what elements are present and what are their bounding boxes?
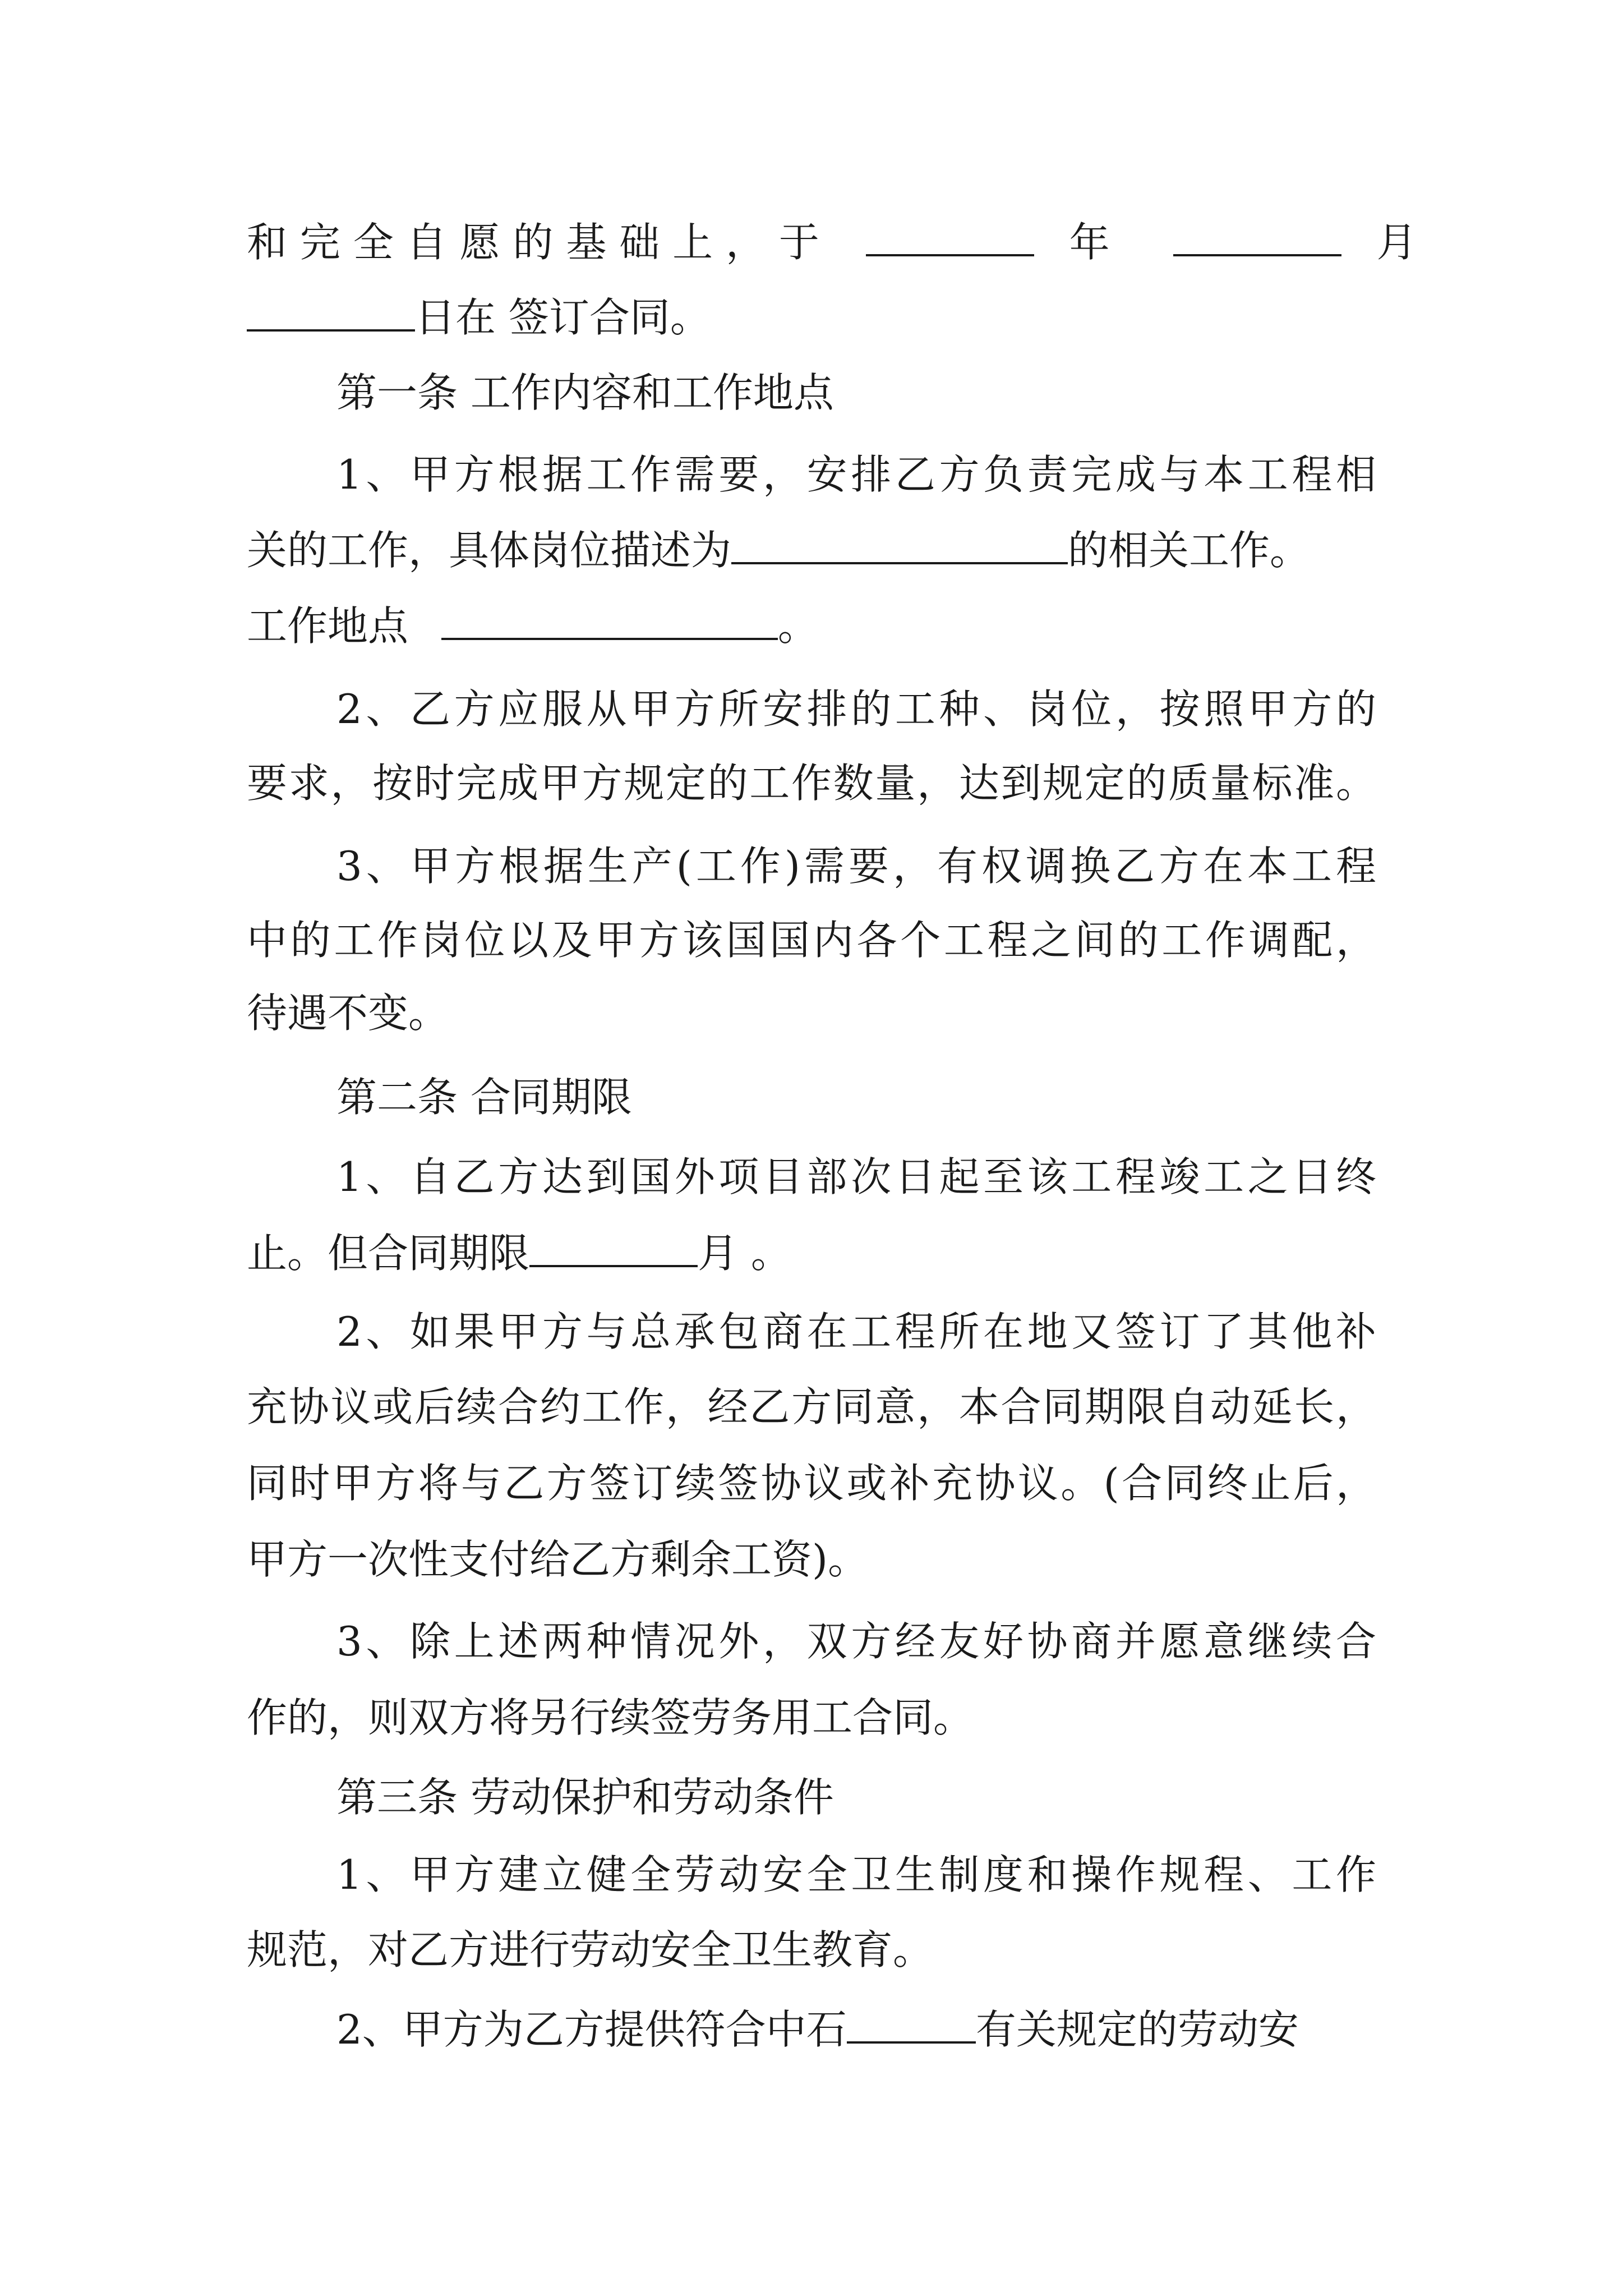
text-fragment: 月 。 — [698, 1230, 791, 1277]
text-fragment: 待遇不变。 — [247, 990, 449, 1037]
text-line — [336, 1843, 1376, 1906]
text-line — [336, 1300, 1376, 1363]
text-fragment: 2、乙方应服从甲方所安排的工种、岗位，按照甲方的 — [336, 685, 1376, 733]
text-fragment: 关的工作，具体岗位描述为 — [247, 527, 732, 574]
text-line — [336, 443, 1376, 506]
text-fragment: 作的，则双方将另行续签劳务用工合同。 — [247, 1694, 974, 1741]
text-line — [247, 909, 1376, 972]
text-fragment: 甲方一次性支付给乙方剩余工资)。 — [247, 1536, 869, 1583]
contract-months-blank — [529, 1229, 698, 1267]
heading-text: 第一条 工作内容和工作地点 — [336, 369, 834, 416]
text-fragment: 同时甲方将与乙方签订续签协议或补充协议。(合同终止后， — [247, 1460, 1376, 1507]
text-fragment: 充协议或后续合约工作，经乙方同意，本合同期限自动延长， — [247, 1383, 1376, 1430]
workplace-blank — [441, 602, 778, 640]
text-line — [336, 678, 1376, 740]
text-fragment: 的相关工作。 — [1068, 527, 1311, 574]
text-fragment: 止。但合同期限 — [247, 1230, 530, 1277]
text-fragment: 。 — [777, 602, 818, 650]
text-fragment: 和 完 全 自 愿 的 基 础 上 ， 于 — [247, 219, 819, 266]
text-line — [247, 286, 1376, 349]
text-fragment: 有关规定的劳动安 — [975, 2006, 1299, 2053]
section-heading — [336, 1066, 1376, 1129]
text-line — [247, 1528, 1376, 1591]
text-fragment: 年 — [1069, 219, 1110, 266]
text-fragment: 1、甲方根据工作需要，安排乙方负责完成与本工程相 — [336, 451, 1376, 498]
text-fragment: 2、甲方为乙方提供符合中石 — [336, 2006, 847, 2053]
text-line — [247, 1222, 1376, 1285]
position-blank — [731, 526, 1068, 564]
text-line — [247, 982, 1376, 1045]
text-fragment: 要求，按时完成甲方规定的工作数量，达到规定的质量标准。 — [247, 760, 1376, 807]
text-fragment: 1、自乙方达到国外项目部次日起至该工程竣工之日终 — [336, 1153, 1376, 1200]
text-line — [336, 1610, 1376, 1673]
text-line — [247, 595, 1376, 657]
text-fragment: 中的工作岗位以及甲方该国国内各个工程之间的工作调配， — [247, 917, 1376, 964]
year-blank — [866, 218, 1034, 256]
text-line — [247, 1452, 1376, 1515]
heading-text: 第三条 劳动保护和劳动条件 — [336, 1774, 834, 1821]
text-line — [336, 835, 1376, 898]
text-fragment: 3、甲方根据生产(工作)需要，有权调换乙方在本工程 — [336, 843, 1376, 890]
text-line — [247, 1375, 1376, 1438]
text-line — [247, 752, 1376, 815]
text-line — [336, 1145, 1376, 1208]
month-blank — [1173, 218, 1341, 256]
text-fragment: 1、甲方建立健全劳动安全卫生制度和操作规程、工作 — [336, 1851, 1376, 1898]
heading-text: 第二条 合同期限 — [336, 1074, 632, 1121]
text-line — [247, 1918, 1376, 1981]
standard-blank — [847, 2005, 976, 2044]
section-heading — [336, 1766, 1376, 1829]
text-fragment: 规范，对乙方进行劳动安全卫生教育。 — [247, 1926, 934, 1973]
text-line — [247, 1686, 1376, 1749]
text-fragment: 3、除上述两种情况外，双方经友好协商并愿意继续合 — [336, 1618, 1376, 1665]
day-blank — [247, 293, 415, 332]
text-line — [336, 1998, 1376, 2061]
text-fragment: 工作地点 — [247, 602, 409, 650]
text-fragment: 月 — [1376, 219, 1417, 266]
text-fragment: 日在 签订合同。 — [415, 294, 711, 341]
text-line — [247, 519, 1376, 582]
section-heading — [336, 361, 1376, 424]
text-line-signing-date — [247, 211, 1417, 274]
text-fragment: 2、如果甲方与总承包商在工程所在地又签订了其他补 — [336, 1308, 1376, 1355]
